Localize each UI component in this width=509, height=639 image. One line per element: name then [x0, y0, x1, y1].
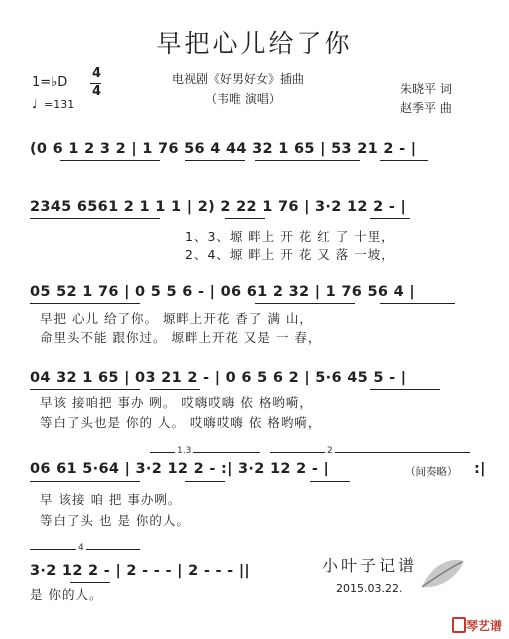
underline — [30, 389, 140, 390]
score-row-4: 04 32 1 65 | 03 21 2 - | 0 6 5 6 2 | 5·6 45 5 - | — [30, 370, 407, 386]
singer: （韦唯 演唱） — [205, 92, 281, 106]
score-row-3: 05 52 1 76 | 0 5 5 6 - | 06 61 2 32 | 1 76 56 4 | — [30, 284, 416, 300]
quarter-note-icon: ♩ — [32, 97, 38, 111]
score-row-5: 06 61 5·64 | 3·2 12 2 - :| 3·2 12 2 - | — [30, 461, 330, 477]
interlude-note: （间奏略） — [405, 466, 458, 478]
underline — [150, 389, 200, 390]
watermark: 琴艺谱 — [466, 619, 503, 633]
key-signature: 1=♭D — [32, 75, 68, 90]
page-title: 早把心儿给了你 — [156, 29, 353, 58]
underline — [30, 218, 160, 219]
lyrics-row-2-verse-1: 1、3、塬 畔上 开 花 红 了 十里， — [185, 229, 395, 244]
volta-label-2: 2 — [327, 446, 333, 456]
volta-bracket-1 — [150, 452, 260, 453]
lyrics-row-3-verse-2: 命里头不能 跟你过。 塬畔上开花 又是 一 春， — [40, 330, 322, 345]
watermark-logo-icon — [452, 617, 466, 633]
score-row-2: 2345 6561 2 1 1 1 | 2) 2 22 1 76 | 3·2 12 2 - | — [30, 199, 407, 215]
underline — [60, 160, 160, 161]
underline — [185, 481, 225, 482]
volta-bracket-2 — [270, 452, 470, 453]
lyrics-row-5-verse-2: 等白了头 也 是 你的人。 — [40, 513, 190, 528]
lyricist: 朱晓平 词 — [400, 82, 452, 96]
score-row-1: (0 6 1 2 3 2 | 1 76 56 4 44 32 1 65 | 53 21 2 - | — [30, 141, 417, 157]
volta-label-1: 1.3 — [177, 446, 192, 456]
underline — [30, 303, 140, 304]
underline — [380, 303, 455, 304]
time-signature-top: 4 — [92, 66, 102, 81]
underline — [310, 481, 350, 482]
transcriber-signature: 小叶子记谱 — [322, 556, 418, 575]
time-signature-bottom: 4 — [92, 84, 102, 99]
volta-label-4: 4 — [78, 543, 84, 553]
underline — [255, 160, 360, 161]
underline — [185, 160, 245, 161]
tempo: =131 — [44, 98, 75, 111]
subtitle: 电视剧《好男好女》插曲 — [172, 72, 305, 86]
lyrics-row-6: 是 你的人。 — [30, 587, 103, 602]
underline — [255, 303, 355, 304]
score-row-6: 3·2 12 2 - | 2 - - - | 2 - - - || — [30, 563, 251, 579]
repeat-end-icon: :| — [474, 461, 486, 477]
lyrics-row-4-verse-2: 等白了头也是 你的 人。 哎嗨哎嗨 依 格哟嗬， — [40, 415, 322, 430]
underline — [70, 582, 110, 583]
lyrics-row-4-verse-1: 早该 接咱把 事办 咧。 哎嗨哎嗨 依 格哟嗬， — [40, 395, 313, 410]
lyrics-row-3-verse-1: 早把 心儿 给了你。 塬畔上开花 香了 满 山， — [40, 311, 313, 326]
underline — [370, 389, 440, 390]
date: 2015.03.22. — [336, 582, 403, 595]
underline — [380, 160, 428, 161]
lyrics-row-2-verse-2: 2、4、塬 畔上 开 花 又 落 一坡， — [185, 247, 395, 262]
lyrics-row-5-verse-1: 早 该接 咱 把 事办咧。 — [40, 492, 182, 507]
leaf-icon — [418, 555, 468, 593]
underline — [30, 481, 140, 482]
underline — [225, 218, 265, 219]
composer: 赵季平 曲 — [400, 101, 452, 115]
underline — [370, 218, 410, 219]
